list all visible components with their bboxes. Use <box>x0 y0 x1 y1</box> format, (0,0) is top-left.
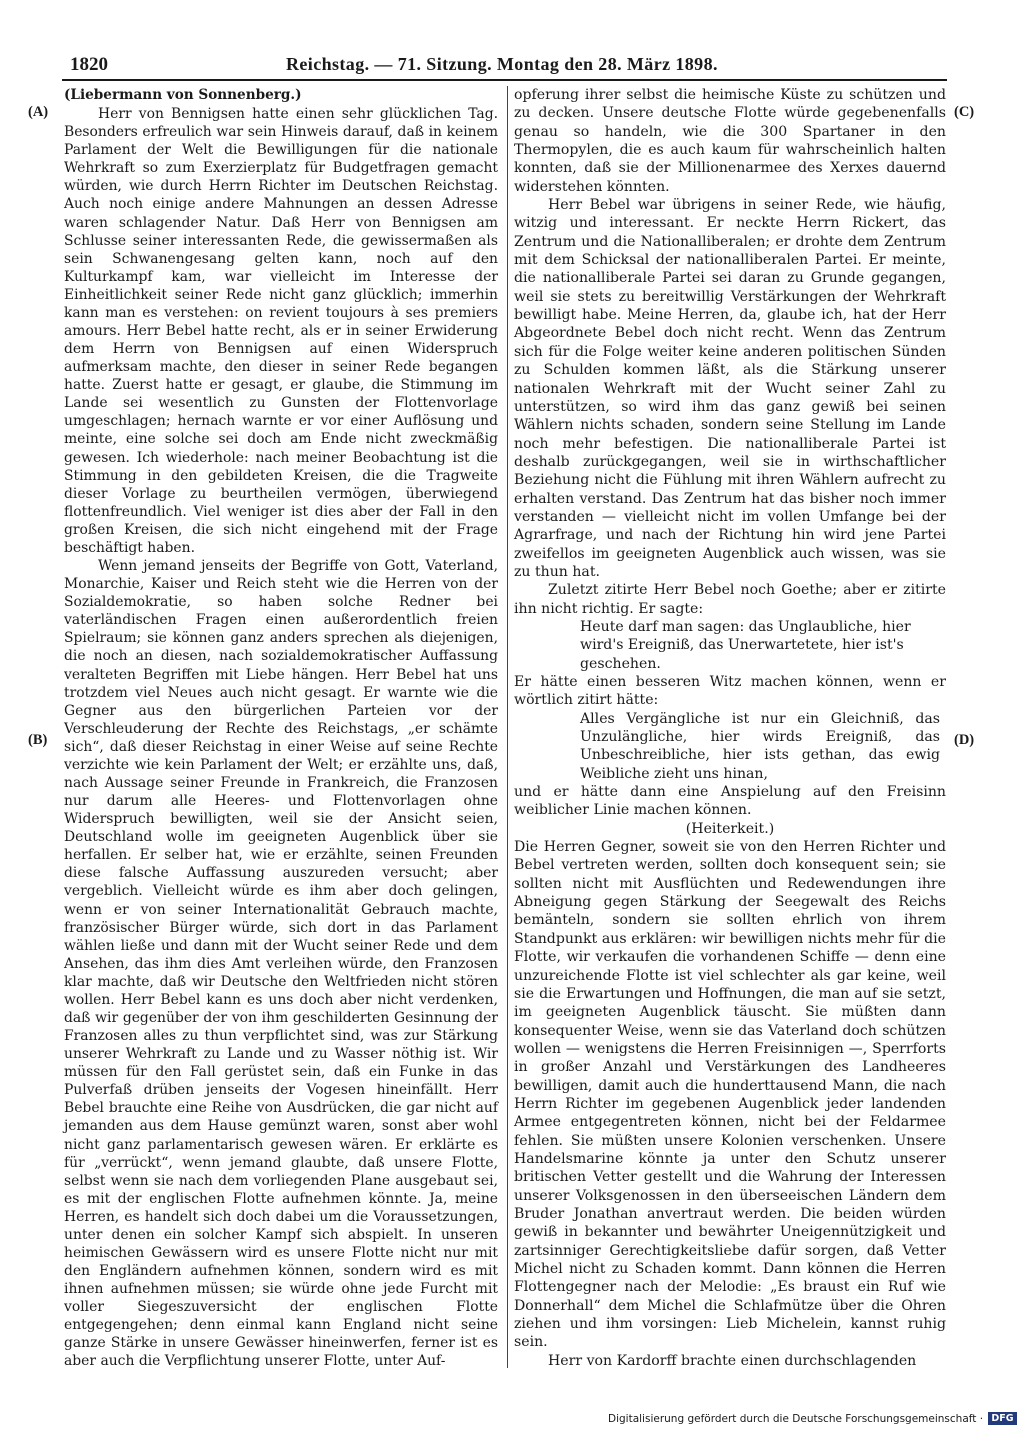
header-rule <box>62 79 947 81</box>
paragraph: und er hätte dann eine Anspielung auf den Freisinn weiblicher Linie machen können. <box>514 784 946 819</box>
paragraph: Herr von Bennigsen hatte einen sehr glücklichen Tag. Besonders erfreulich war sein Hinweis darauf, daß in keinem Parlament der Welt die Bewilligungen für die nationale Wehrkraft so zum Exerzierplatz für Budgetfragen gemacht würden, wie durch Herrn Richter im Deutschen Reichstag. Auch noch einige andere Mahnungen an dessen Adresse waren schlagender Natur. Daß Herr von Bennigsen am Schlusse seiner interessanten Rede, die gewissermaßen als sein Schwanengesang gelten kann, noch auf den Kulturkampf kam, war vielleicht im Interesse der Einheitlichkeit seiner Rede nicht ganz glücklich; immerhin kann man es verstehen: on revient toujours à ses premiers amours. Herr Bebel hatte recht, als er in seiner Erwiderung dem Herrn von Bennigsen auf einen Widerspruch aufmerksam machte, den dieser in seiner Rede begangen hatte. Zuerst hatte er gesagt, er glaube, die Stimmung im Lande sei wesentlich zu Gunsten der Flottenvorlage umgeschlagen; hernach warnte er vor einer Auflösung und meinte, eine solche sei doch am Ende nicht zweckmäßig gewesen. Ich wiederhole: nach meiner Beobachtung ist die Stimmung in den gebildeten Kreisen, die die Tragweite dieser Vorlage zu beurtheilen vermögen, überwiegend flottenfreundlich. Viel weniger ist dies aber der Fall in den großen Kreisen, die sich nicht eingehend mit der Frage beschäftigt haben. <box>64 106 498 556</box>
paragraph: Die Herren Gegner, soweit sie von den Herren Richter und Bebel vertreten werden, sollten doch konsequent sein; sie sollten nicht mit Ausflüchten und Redewendungen ihre Abneigung gegen Stärkung der Seegewalt des Reichs bemänteln, sondern sie sollten ehrlich von ihrem Standpunkt aus erklären: wir bewilligen nichts mehr für die Flotte, wir verkaufen die vorhandenen Schiffe — denn eine unzureichende Flotte ist viel schlechter als gar keine, weil sie die Erwartungen und Hoffnungen, die man auf sie setzt, im geeigneten Augenblick täuscht. Sie müßten dann konsequenter Weise, wenn sie das Vaterland doch schützen wollen — wenigstens die Herren Freisinnigen —, Sperrforts in großer Anzahl und Verstärkungen des Landheeres bewilligen, damit auch die hunderttausend Mann, die nach Herrn Richter im gegebenen Augenblick jeder landenden Armee entgegentreten können, nicht bei der Feldarmee fehlen. Sie müßten unsere Kolonien verschenken. Unsere Handelsmarine könnte ja unter den Schutz unserer britischen Vetter gestellt und die Wahrung der Interessen unserer Volksgenossen in den überseeischen Ländern dem Bruder Jonathan anvertraut werden. Die beiden würden gewiß in bekannter und bewährter Uneigennützigkeit und zartsinniger Gerechtigkeitsliebe dafür sorgen, daß Vetter Michel nicht zu Schaden kommt. Dann können die Herren Flottengegner nach der Melodie: „Es braust ein Ruf wie Donnerhall“ dem Michel die Schlafmütze über die Ohren ziehen und ihm vorsingen: Lieb Michelein, kannst ruhig sein. <box>514 839 946 1351</box>
paragraph: Herr Bebel war übrigens in seiner Rede, wie häufig, witzig und interessant. Er neckte Herrn Rickert, das Zentrum und die Nationalliberalen; er drohte dem Zentrum mit dem Schicksal der nationalliberalen Partei. Er meinte, die nationalliberale Partei sei daran zu Grunde gegangen, weil sie stets zu bereitwillig Verstärkungen der Wehrkraft bewilligt habe. Meine Herren, da, glaube ich, hat der Herr Abgeordnete Bebel doch nicht recht. Wenn das Zentrum sich für die Folge weiter keine anderen politischen Sünden zu Schulden kommen läßt, als die Stärkung unserer nationalen Wehrkraft mit der Wucht seiner Zahl zu unterstützen, so wird ihm das ganz gewiß bei seinen Wählern nichts schaden, sondern seine Stellung im Lande noch mehr befestigen. Die nationalliberale Partei ist deshalb zurückgegangen, weil sie in wirthschaftlicher Beziehung nicht die Fühlung mit ihren Wählern aufrecht zu erhalten verstand. Das Zentrum hat das bisher noch immer verstanden — vielleicht nicht im vollen Umfange bei der Agrarfrage, und nach der Richtung hin wird jene Partei zweifellos im geeigneten Augenblick auch wissen, was sie zu thun hat. <box>514 197 946 580</box>
margin-marker-d: (D) <box>954 732 975 748</box>
quotation: Heute darf man sagen: das Unglaubliche, hier wird's Ereigniß, das Unerwartetete, hier ist's geschehen. <box>580 618 911 672</box>
margin-marker-a: (A) <box>28 104 49 120</box>
interjection: (Heiterkeit.) <box>685 820 775 837</box>
running-head: Reichstag. — 71. Sitzung. Montag den 28. März 1898. <box>286 54 718 74</box>
funding-note: Digitalisierung gefördert durch die Deutsche Forschungsgemeinschaft · <box>608 1413 984 1425</box>
paragraph: Er hätte einen besseren Witz machen können, wenn er wörtlich zitirt hätte: <box>514 674 946 709</box>
paragraph: Wenn jemand jenseits der Begriffe von Gott, Vaterland, Monarchie, Kaiser und Reich steht wie die Herren von der Sozialdemokratie, so haben solche Redner bei vaterländischen Fragen einen außerordentlich freien Spielraum; sie können ganz anders sprechen als diejenigen, die noch an diesen, nach sozialdemokratischer Auffassung veralteten Begriffen mit Liebe hängen. Herr Bebel hat uns trotzdem viel Neues auch nicht gesagt. Er warnte wie die Gegner aus den bürgerlichen Parteien vor der Verschleuderung der Rechte des Reichstags, „er schämte sich“, daß dieser Reichstag in einer Weise auf seine Rechte verzichte wie kein Parlament der Welt; er erzählte uns, daß, nach Aussage seiner Freunde in Frankreich, die Franzosen nur darum alle Heeres- und Flottenvorlagen ohne Widerspruch bewilligten, weil sie der Ansicht seien, Deutschland wolle im geeigneten Augenblick über sie herfallen. Er selber hat, wie er erzählte, seinen Freunden diese falsche Auffassung auszureden versucht; aber vergeblich. Vielleicht würde es ihm aber doch gelingen, wenn er von seiner Internationalität Gebrauch machte, französischer Bürger würde, sich dort in das Parlament wählen ließe und dann mit der Wucht seiner Rede und dem Ansehen, das ihm dies Amt verleihen würde, den Franzosen klar machte, daß wir Deutsche den Weltfrieden nicht stören wollen. Herr Bebel kann es uns doch aber nicht verdenken, daß wir gegenüber der von ihm geschilderten Gesinnung der Franzosen alles zu thun verpflichtet sind, was zur Stärkung unserer Wehrkraft zu Lande und zu Wasser nöthig ist. Wir müssen für den Fall gerüstet sein, daß ein Funke in das Pulverfaß drüben jenseits der Vogesen hineinfällt. Herr Bebel brauchte eine Reihe von Ausdrücken, die gar nicht auf jemanden aus dem Hause gemünzt waren, sonst aber wohl nicht ganz parlamentarisch gewesen wären. Er erklärte es für „verrückt“, wenn jemand glaubte, daß unsere Flotte, selbst wenn sie nach dem vorliegenden Plane ausgebaut sei, es mit der englischen Flotte aufnehmen könnte. Ja, meine Herren, es handelt sich doch dabei um die Voraussetzungen, unter denen ein solcher Kampf sich abspielt. In unseren heimischen Gewässern wird es unsere Flotte nicht nur mit den Engländern aufnehmen können, sondern wird es mit ihnen aufnehmen müssen; sie würde ohne jede Furcht mit voller Siegeszuversicht der englischen Flotte entgegengehen; denn einmal kann England nicht seine ganze Stärke in unsere Gewässer hineinwerfen, ferner ist es aber auch die Verpflichtung unserer Flotte, unter Auf- <box>64 558 498 1370</box>
dfg-logo: DFG <box>988 1412 1016 1425</box>
page-footer <box>608 1412 1014 1430</box>
paragraph: Herr von Kardorff brachte einen durchschlagenden <box>548 1352 917 1369</box>
margin-marker-c: (C) <box>954 104 975 120</box>
right-column <box>514 86 946 1370</box>
left-column <box>64 86 498 1371</box>
page-header <box>62 50 942 76</box>
quotation: Alles Vergängliche ist nur ein Gleichniß, das Unzulängliche, hier wirds Ereigniß, das Unbeschreibliche, hier ists gethan, das ewig Weibliche zieht uns hinan, <box>580 710 940 782</box>
column-divider <box>507 86 508 1368</box>
paragraph: opferung ihrer selbst die heimische Küste zu schützen und zu decken. Unsere deutsche Flotte würde gegebenenfalls genau so handeln, wie die 300 Spartaner in den Thermopylen, die es auch kaum für wahrscheinlich halten konnten, daß sie der Millionenarmee des Xerxes dauernd widerstehen könnten. <box>514 87 946 195</box>
paragraph: Zuletzt zitirte Herr Bebel noch Goethe; aber er zitirte ihn nicht richtig. Er sagte: <box>514 582 946 617</box>
margin-marker-b: (B) <box>28 732 48 748</box>
speaker-name: (Liebermann von Sonnenberg.) <box>64 87 302 103</box>
page-number: 1820 <box>70 54 108 75</box>
